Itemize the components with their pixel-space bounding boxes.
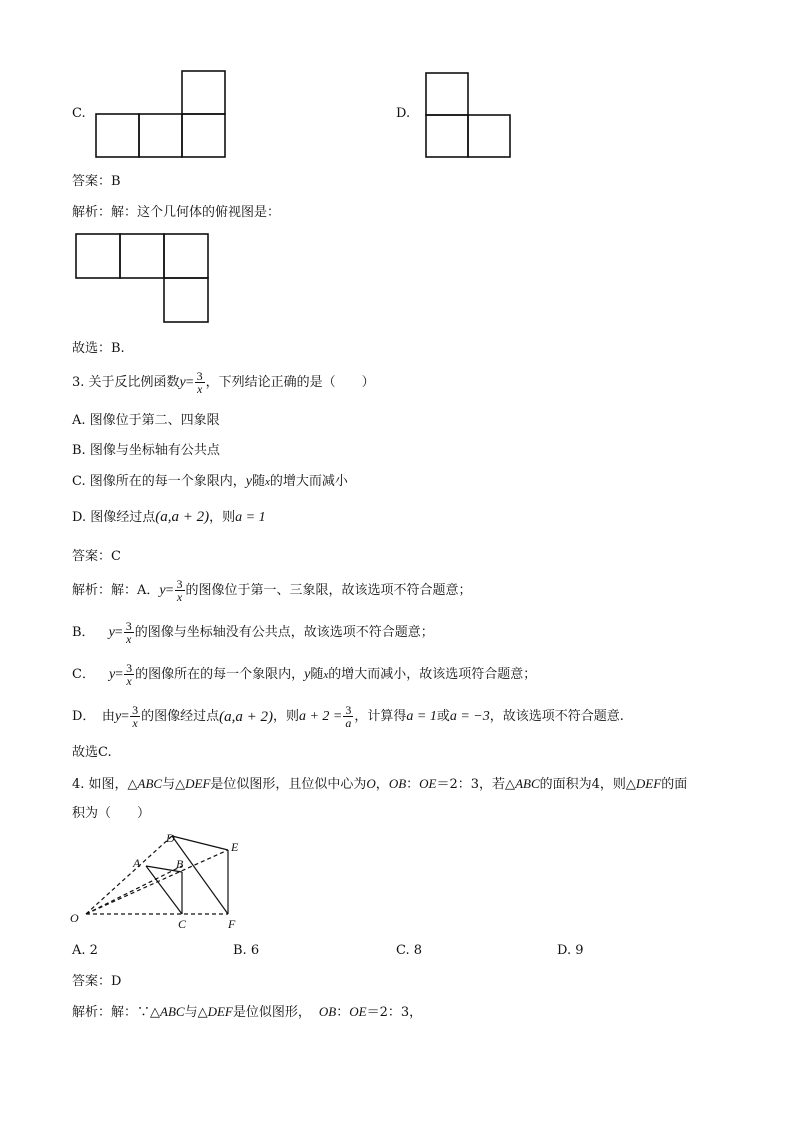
square	[139, 114, 182, 157]
text: 的面积为4，则△	[539, 777, 636, 792]
q2-answer: 答案：B	[72, 174, 121, 189]
numerator: 3	[126, 661, 133, 675]
square	[468, 115, 510, 157]
text: 的图像与坐标轴没有公共点，故该选项不符合题意；	[134, 624, 434, 640]
square	[182, 71, 225, 114]
label-o: O	[70, 911, 79, 925]
denominator: x	[132, 716, 138, 730]
label-f: F	[228, 917, 236, 931]
denominator: x	[197, 382, 203, 396]
label-e: E	[231, 840, 239, 854]
q4-option-a: A. 2	[72, 943, 98, 958]
q3-fraction	[195, 370, 205, 395]
numerator: 3	[132, 703, 139, 717]
text: 是位似图形，且位似中心为	[210, 777, 367, 792]
var-y: y	[304, 666, 311, 682]
square	[120, 234, 164, 278]
denominator: x	[126, 632, 132, 646]
q3-option-a: A. 图像位于第二、四象限	[72, 413, 220, 428]
text: D． 由	[72, 708, 115, 724]
q3-option-c	[72, 474, 348, 490]
q3-solution-b	[72, 620, 434, 645]
ray-od	[86, 836, 172, 914]
option-d-label: D.	[396, 106, 411, 121]
text: ，计算得	[354, 708, 407, 724]
q3-conclusion: 故选C.	[72, 745, 112, 760]
seg-ob: OB	[388, 776, 407, 791]
text: B．	[72, 624, 95, 640]
q3-solution-d	[72, 704, 624, 729]
text: 解析：解：∵△	[72, 1005, 160, 1020]
text: C．	[72, 666, 95, 682]
equation: a + 2 =	[298, 708, 343, 724]
q3-answer: 答案：C	[72, 549, 121, 564]
option-d-figure	[424, 70, 524, 162]
text: 的增大而减小，故该选项符合题意；	[328, 666, 537, 682]
text: 4. 如图，△	[72, 777, 138, 792]
text: ＝2：3，	[366, 1005, 423, 1020]
text: 的面	[661, 777, 688, 792]
q4-analysis	[72, 1004, 422, 1021]
var-y: y	[108, 624, 115, 640]
q3-stem	[72, 370, 375, 395]
text: 是位似图形，	[232, 1005, 311, 1020]
var-y: y	[114, 708, 122, 724]
fraction	[175, 578, 185, 603]
q4-option-b: B. 6	[233, 943, 260, 958]
fraction	[130, 704, 140, 729]
label-a: A	[133, 856, 141, 870]
q4-stem-line2: 积为（ ）	[72, 806, 151, 821]
seg-oe: OE	[419, 776, 437, 791]
q4-option-c: C. 8	[396, 943, 423, 958]
tri-def: DEF	[207, 1004, 233, 1019]
seg-oe: OE	[349, 1004, 367, 1019]
label-c: C	[178, 917, 187, 931]
option-c-label: C.	[72, 106, 86, 121]
text: 的增大而减小	[269, 474, 348, 489]
q2-conclusion: 故选：B.	[72, 341, 125, 356]
text: 的图像经过点	[141, 708, 220, 724]
seg-ob: OB	[318, 1004, 337, 1019]
q4-answer: 答案：D	[72, 974, 122, 989]
ray-ob	[86, 866, 182, 914]
q3-solution-c	[72, 662, 536, 687]
ray-oe	[86, 850, 228, 914]
tri-abc: ABC	[137, 776, 163, 791]
tri-abc: ABC	[515, 776, 540, 791]
q3-option-b: B. 图像与坐标轴有公共点	[72, 443, 220, 458]
tri-def: DEF	[635, 776, 662, 791]
q3-option-d	[72, 509, 266, 526]
fraction	[343, 704, 353, 729]
label-d: D	[166, 831, 175, 845]
tri-abc: ABC	[160, 1004, 185, 1019]
q4-stem-line1	[72, 776, 687, 793]
top-view-figure	[74, 232, 214, 328]
denominator: x	[126, 674, 132, 688]
text: ，则	[272, 708, 299, 724]
text: ＝2：3，若△	[436, 777, 516, 792]
square	[96, 114, 139, 157]
eq: =	[114, 624, 123, 640]
text: 的图像位于第一、三象限，故该选项不符合题意；	[185, 582, 472, 598]
q3-stem-text: 3. 关于反比例函数	[72, 374, 180, 390]
square	[164, 278, 208, 322]
tri-def: DEF	[185, 776, 211, 791]
eq: =	[121, 708, 130, 724]
text: ，则	[209, 510, 236, 525]
text: 解析：解：A．	[72, 582, 160, 598]
q3-stem-text: ，下列结论正确的是（ ）	[205, 374, 375, 390]
var-x: x	[323, 668, 329, 681]
text: D. 图像经过点	[72, 510, 156, 525]
square	[182, 114, 225, 157]
text: C. 图像所在的每一个象限内，	[72, 474, 246, 489]
text: 随	[251, 474, 265, 489]
var-x: x	[264, 476, 270, 488]
square	[426, 73, 468, 115]
center-o: O	[366, 776, 376, 791]
result: a = −3	[449, 708, 490, 724]
text: 与△	[162, 777, 186, 792]
var-y: y	[108, 666, 116, 682]
eq: =	[165, 582, 174, 598]
point: (a,a + 2)	[155, 509, 210, 525]
q2-analysis: 解析：解：这个几何体的俯视图是：	[72, 205, 281, 220]
text: ：	[406, 777, 420, 792]
text: 随	[310, 666, 324, 682]
text: ，故该选项不符合题意.	[489, 708, 624, 724]
q3-func-y: y	[179, 374, 186, 390]
var-y: y	[245, 474, 252, 489]
numerator: 3	[125, 619, 132, 633]
denominator: a	[345, 716, 352, 730]
fraction	[124, 620, 134, 645]
q3-func-eq: =	[185, 374, 194, 390]
q4-option-d: D. 9	[557, 943, 584, 958]
q3-solution-a	[72, 578, 472, 603]
equation: a = 1	[235, 510, 266, 525]
text: ：	[336, 1005, 350, 1020]
numerator: 3	[345, 703, 352, 717]
numerator: 3	[176, 577, 183, 591]
numerator: 3	[196, 369, 203, 383]
eq: =	[115, 666, 124, 682]
var-y: y	[159, 582, 166, 598]
fraction	[124, 662, 134, 687]
option-c-figure	[94, 70, 234, 162]
denominator: x	[176, 590, 183, 604]
text: ，	[375, 777, 389, 792]
label-b: B	[176, 857, 184, 871]
text: 与△	[184, 1005, 208, 1020]
text: 的图像所在的每一个象限内，	[135, 666, 305, 682]
square	[76, 234, 120, 278]
text: 或	[436, 708, 450, 724]
homothety-figure	[68, 830, 258, 934]
square	[164, 234, 208, 278]
square	[426, 115, 468, 157]
result: a = 1	[406, 708, 437, 724]
point: (a,a + 2)	[219, 708, 273, 725]
